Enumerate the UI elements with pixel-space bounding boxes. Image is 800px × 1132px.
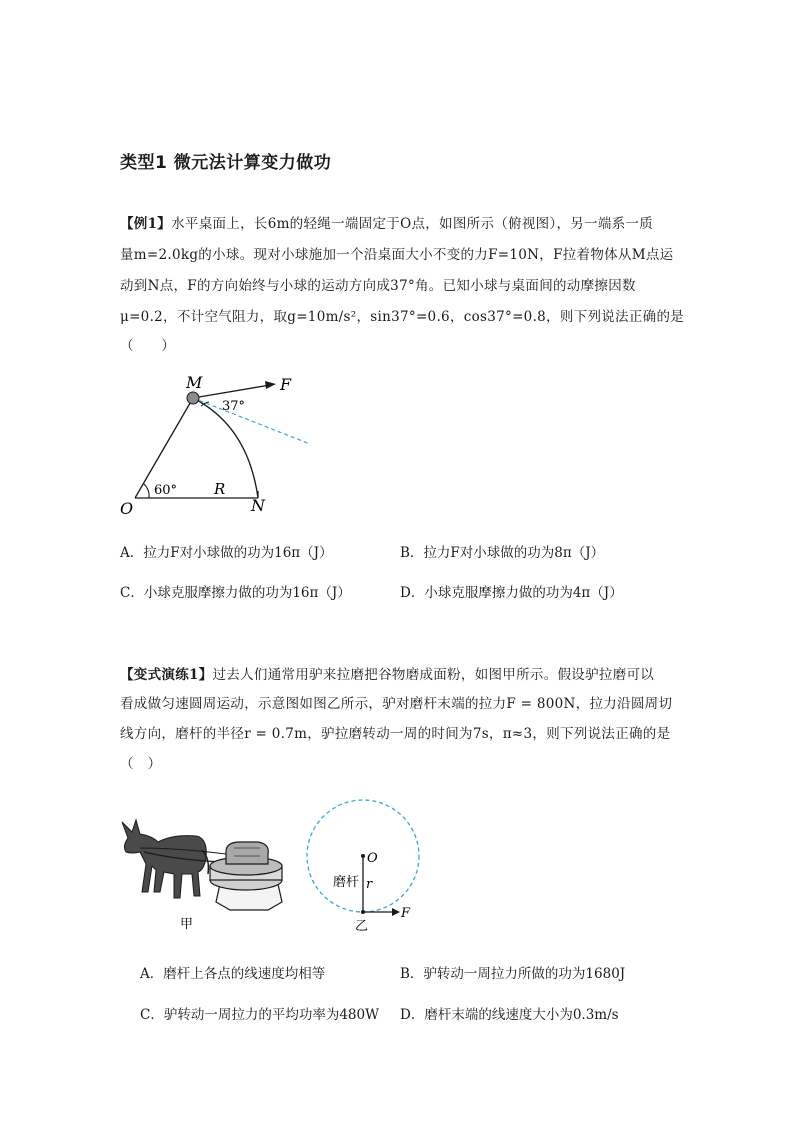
example1-text-1: 水平桌面上，长6m的轻绳一端固定于O点，如图所示（俯视图），另一端系一质 xyxy=(171,216,654,232)
variant1-option-c[interactable]: C．驴转动一周拉力的平均功率为480W xyxy=(140,1007,379,1023)
variant1-line-2: 看成做匀速圆周运动，示意图如图乙所示，驴对磨杆末端的拉力F = 800N，拉力沿圆周切 xyxy=(120,696,673,712)
angle-60-arc xyxy=(144,484,149,498)
millstone-illustration xyxy=(210,842,282,910)
donkey-body xyxy=(122,820,206,898)
example1-line-1 xyxy=(120,212,653,232)
label-60: 60° xyxy=(154,483,178,498)
section-title: 类型1 微元法计算变力做功 xyxy=(120,153,332,173)
tangent-dashed-line xyxy=(193,398,310,444)
label-r: R xyxy=(214,480,226,498)
variant1-answer-blank: （ ） xyxy=(120,756,162,772)
label-37: 37° xyxy=(222,399,246,414)
label-f: F xyxy=(280,375,292,394)
example1-option-d[interactable]: D．小球克服摩擦力做的功为4π（J） xyxy=(400,585,623,601)
example1-line-3: 动到N点，F的方向始终与小球的运动方向成37°角。已知小球与桌面间的动摩擦因数 xyxy=(120,278,636,294)
variant1-tag: 【变式演练1】 xyxy=(120,667,213,683)
variant1-option-d[interactable]: D．磨杆末端的线速度大小为0.3m/s xyxy=(400,1007,619,1023)
label-center-o: O xyxy=(367,851,378,866)
figure-jia xyxy=(118,808,288,933)
center-point xyxy=(361,854,365,858)
label-force-f: F xyxy=(401,906,411,921)
example1-line-4: μ=0.2，不计空气阻力，取g=10m/s²，sin37°=0.6，cos37°=0.8，则下列说法正确的是 xyxy=(120,309,685,325)
mill-roller xyxy=(226,842,268,864)
variant1-option-b[interactable]: B．驴转动一周拉力所做的功为1680J xyxy=(400,966,626,982)
label-o: O xyxy=(120,499,134,518)
label-radius-r: r xyxy=(366,877,373,892)
label-m: M xyxy=(186,373,203,392)
variant1-text-1: 过去人们通常用驴来拉磨把谷物磨成面粉，如图甲所示。假设驴拉磨可以 xyxy=(212,667,655,683)
variant1-line-3: 线方向，磨杆的半径r = 0.7m，驴拉磨转动一周的时间为7s，π≈3，则下列说法正确的是 xyxy=(120,726,671,742)
variant1-option-a[interactable]: A．磨杆上各点的线速度均相等 xyxy=(140,966,326,982)
example1-option-b[interactable]: B．拉力F对小球做的功为8π（J） xyxy=(400,545,605,561)
example1-line-2: 量m=2.0kg的小球。现对小球施加一个沿桌面大小不变的力F=10N，F拉着物体从M点运 xyxy=(120,247,674,263)
example1-figure xyxy=(110,368,320,523)
label-jia: 甲 xyxy=(180,917,194,932)
ball xyxy=(187,392,199,404)
force-arrowhead xyxy=(265,381,276,389)
label-n: N xyxy=(251,496,265,515)
figure-yi xyxy=(300,796,430,936)
label-mogan: 磨杆 xyxy=(333,875,360,890)
label-yi: 乙 xyxy=(355,919,369,934)
example1-answer-blank: （ ） xyxy=(120,338,176,354)
example1-tag: 【例1】 xyxy=(120,216,172,232)
example1-option-c[interactable]: C．小球克服摩擦力做的功为16π（J） xyxy=(120,585,351,601)
force-arrowhead xyxy=(392,908,400,916)
force-arrow xyxy=(193,385,270,398)
example1-option-a[interactable]: A．拉力F对小球做的功为16π（J） xyxy=(120,545,333,561)
variant1-line-1 xyxy=(120,663,654,683)
